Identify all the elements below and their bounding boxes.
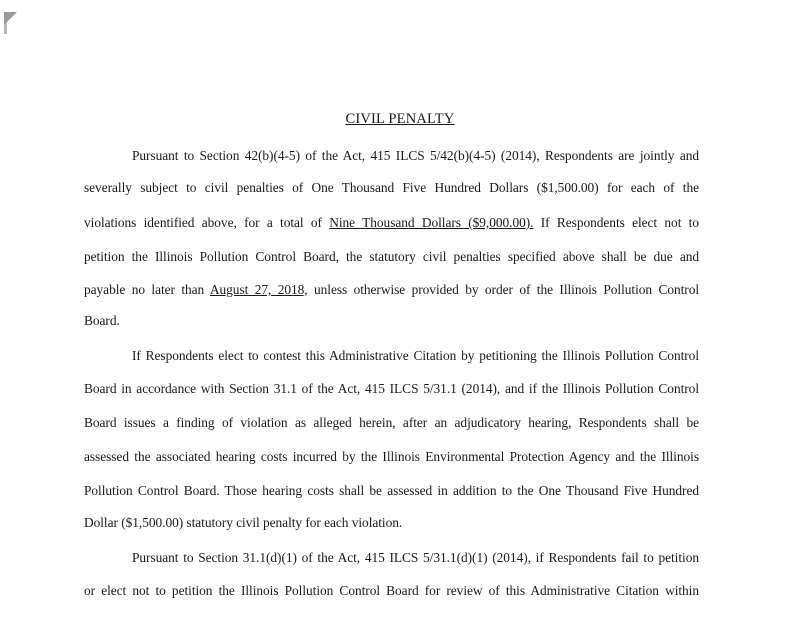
p1-line-5-pre: payable no later than bbox=[84, 282, 210, 297]
p1-line-5 bbox=[84, 282, 699, 298]
p3-line-2: or elect not to petition the Illinois Pollution Control Board for review of this Administrative Citation within bbox=[84, 583, 699, 598]
p1-line-3 bbox=[84, 215, 699, 231]
p1-line-2: severally subject to civil penalties of One Thousand Five Hundred Dollars ($1,500.00) for each of the bbox=[84, 180, 699, 195]
p1-line-3-pre: violations identified above, for a total of bbox=[84, 215, 330, 230]
p2-line-4: assessed the associated hearing costs incurred by the Illinois Environmental Protection Agency and the Illinois bbox=[84, 449, 699, 464]
p1-line-6: Board. bbox=[84, 313, 120, 328]
p1-line-1: Pursuant to Section 42(b)(4-5) of the Act, 415 ILCS 5/42(b)(4-5) (2014), Respondents are jointly and bbox=[132, 148, 699, 163]
scan-corner-triangle-icon bbox=[4, 12, 17, 25]
p2-line-2: Board in accordance with Section 31.1 of the Act, 415 ILCS 5/31.1 (2014), and if the Illinois Pollution Control bbox=[84, 381, 699, 396]
p3-line-1: Pursuant to Section 31.1(d)(1) of the Act, 415 ILCS 5/31.1(d)(1) (2014), if Respondents fail to petition bbox=[132, 550, 699, 565]
p1-line-3-post: If Respondents elect not to bbox=[533, 215, 699, 230]
p1-line-5-post: unless otherwise provided by order of the Illinois Pollution Control bbox=[307, 282, 700, 297]
due-date: August 27, 2018, bbox=[209, 282, 308, 297]
section-title: CIVIL PENALTY bbox=[345, 111, 455, 127]
p2-line-6: Dollar ($1,500.00) statutory civil penalty for each violation. bbox=[84, 515, 403, 530]
p2-line-3: Board issues a finding of violation as alleged herein, after an adjudicatory hearing, Respondents shall be bbox=[84, 415, 699, 430]
p2-line-1: If Respondents elect to contest this Administrative Citation by petitioning the Illinois Pollution Control bbox=[132, 348, 699, 363]
total-penalty-amount: Nine Thousand Dollars ($9,000.00). bbox=[329, 215, 534, 230]
p1-line-4: petition the Illinois Pollution Control Board, the statutory civil penalties specified above shall be due and bbox=[84, 249, 699, 264]
p2-line-5: Pollution Control Board. Those hearing costs shall be assessed in addition to the One Thousand Five Hundred bbox=[84, 483, 699, 498]
